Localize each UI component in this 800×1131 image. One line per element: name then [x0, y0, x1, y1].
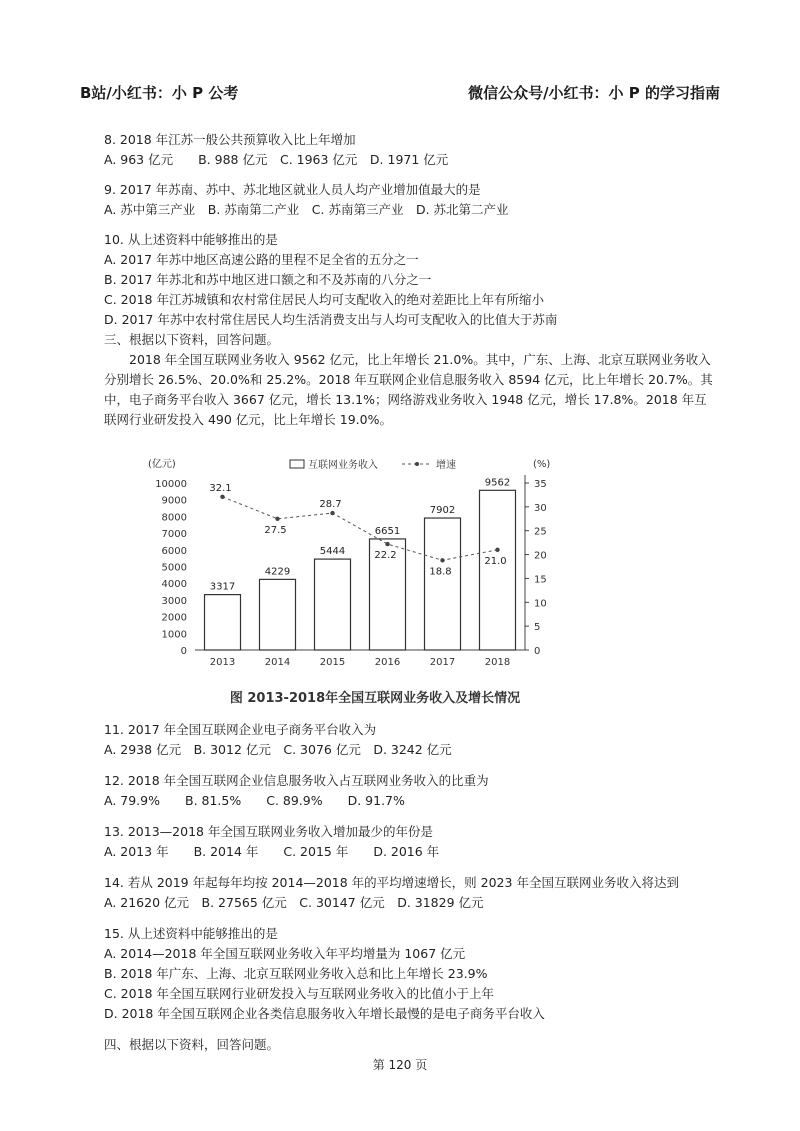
- right-tick-label: 25: [534, 526, 547, 538]
- growth-point-2015: [330, 511, 334, 515]
- right-tick-label: 15: [534, 574, 547, 586]
- question-8: [104, 130, 714, 170]
- bar-2017: [425, 518, 461, 650]
- x-tick-label: 2017: [429, 657, 456, 668]
- question-15: [104, 924, 714, 1024]
- question-11-options: A. 2938 亿元 B. 3012 亿元 C. 3076 亿元 D. 3242 亿元: [104, 742, 452, 757]
- question-13-options: A. 2013 年 B. 2014 年 C. 2015 年 D. 2016 年: [104, 844, 440, 859]
- right-tick-label: 35: [534, 479, 547, 490]
- lower-questions: [104, 720, 714, 1055]
- question-10: [104, 230, 714, 330]
- right-tick-label: 0: [534, 646, 541, 657]
- legend-bar-swatch: [290, 460, 304, 468]
- question-11: [104, 720, 714, 760]
- legend-line-marker: [415, 462, 419, 466]
- question-15-option-b: B. 2018 年广东、上海、北京互联网业务收入总和比上年增长 23.9%: [104, 966, 488, 981]
- growth-label: 18.8: [429, 566, 452, 578]
- right-tick-label: 30: [534, 502, 547, 514]
- legend-line-label: 增速: [436, 460, 456, 471]
- question-15-option-d: D. 2018 年全国互联网企业各类信息服务收入年增长最慢的是电子商务平台收入: [104, 1006, 545, 1021]
- left-tick-label: 6000: [161, 545, 187, 557]
- growth-point-2018: [495, 548, 499, 552]
- right-tick-label: 20: [534, 550, 547, 562]
- question-10-option-b: B. 2017 年苏北和苏中地区进口额之和不及苏南的八分之一: [104, 272, 432, 287]
- question-14-options: A. 21620 亿元 B. 27565 亿元 C. 30147 亿元 D. 31829 亿元: [104, 895, 484, 910]
- bar-2014: [260, 579, 296, 650]
- question-9: [104, 180, 714, 220]
- left-tick-label: 5000: [161, 562, 187, 574]
- left-tick-label: 4000: [161, 579, 187, 591]
- growth-point-2016: [385, 542, 389, 546]
- question-13-stem: 13. 2013—2018 年全国互联网业务收入增加最少的年份是: [104, 824, 433, 839]
- x-tick-label: 2018: [484, 657, 511, 668]
- growth-label: 21.0: [484, 555, 507, 567]
- left-tick-label: 8000: [161, 512, 187, 524]
- section-3-title: 三、根据以下资料，回答问题。: [104, 332, 280, 347]
- header-left: B站/小红书：小 P 公考: [80, 84, 239, 102]
- question-12-options: A. 79.9% B. 81.5% C. 89.9% D. 91.7%: [104, 793, 405, 808]
- right-axis-unit: (%): [533, 459, 551, 470]
- question-10-stem: 10. 从上述资料中能够推出的是: [104, 232, 278, 247]
- right-tick-label: 5: [534, 622, 541, 634]
- bar-2018: [480, 490, 516, 650]
- bar-label: 7902: [429, 505, 456, 517]
- bar-label: 9562: [484, 477, 511, 489]
- legend-bar-label: 互联网业务收入: [308, 460, 378, 471]
- bar-label: 4229: [264, 566, 291, 578]
- right-tick-label: 10: [534, 598, 547, 610]
- question-12: [104, 771, 714, 811]
- x-tick-label: 2016: [374, 657, 401, 668]
- left-tick-label: 10000: [155, 479, 187, 490]
- revenue-chart: [140, 455, 580, 700]
- chart-caption: 图 2013-2018年全国互联网业务收入及增长情况: [229, 691, 521, 706]
- left-tick-label: 9000: [161, 495, 187, 507]
- x-tick-label: 2015: [319, 657, 346, 668]
- question-14-stem: 14. 若从 2019 年起每年均按 2014—2018 年的平均增速增长，则 2023 年全国互联网业务收入将达到: [104, 875, 679, 890]
- question-15-stem: 15. 从上述资料中能够推出的是: [104, 926, 278, 941]
- left-tick-label: 1000: [161, 629, 187, 641]
- left-axis-unit: (亿元): [148, 459, 176, 470]
- left-tick-label: 7000: [161, 529, 187, 541]
- bar-label: 6651: [374, 525, 401, 537]
- section-3-paragraph: 2018 年全国互联网业务收入 9562 亿元，比上年增长 21.0%。其中，广东、上海、北京互联网业务收入分别增长 26.5%、20.0%和 25.2%。2018 年互联网企业信息服务收入 8594 亿元，比上年增长 20.7%。其中，电子商务平台收入 3667 亿元，增长 13.1%；网络游戏业务收入 1948 亿元，增长 17.8%。2018 年互联网行业研发投入 490 亿元，比上年增长 19.0%。: [104, 352, 713, 427]
- question-11-stem: 11. 2017 年全国互联网企业电子商务平台收入为: [104, 722, 377, 737]
- revenue-chart-svg: [140, 455, 580, 700]
- bar-label: 5444: [319, 546, 346, 558]
- growth-label: 27.5: [264, 524, 287, 536]
- x-tick-label: 2014: [264, 657, 291, 668]
- growth-point-2017: [440, 558, 444, 562]
- question-8-stem: 8. 2018 年江苏一般公共预算收入比上年增加: [104, 132, 356, 147]
- question-13: [104, 822, 714, 862]
- x-tick-label: 2013: [209, 657, 236, 668]
- question-10-option-a: A. 2017 年苏中地区高速公路的里程不足全省的五分之一: [104, 252, 419, 267]
- left-tick-label: 0: [180, 646, 187, 657]
- bar-2015: [315, 559, 351, 650]
- bar-label: 3317: [209, 581, 236, 593]
- left-tick-label: 2000: [161, 612, 187, 624]
- header-right: 微信公众号/小红书：小 P 的学习指南: [468, 84, 720, 102]
- question-9-options: A. 苏中第三产业 B. 苏南第二产业 C. 苏南第三产业 D. 苏北第二产业: [104, 202, 509, 217]
- question-12-stem: 12. 2018 年全国互联网企业信息服务收入占互联网业务收入的比重为: [104, 773, 489, 788]
- question-10-option-d: D. 2017 年苏中农村常住居民人均生活消费支出与人均可支配收入的比值大于苏南: [104, 312, 558, 327]
- bar-2013: [205, 595, 241, 650]
- growth-label: 32.1: [209, 482, 232, 494]
- section-4-title: 四、根据以下资料，回答问题。: [104, 1037, 280, 1052]
- growth-label: 28.7: [319, 499, 342, 511]
- page-number: 第 120 页: [372, 1058, 428, 1072]
- question-9-stem: 9. 2017 年苏南、苏中、苏北地区就业人员人均产业增加值最大的是: [104, 182, 481, 197]
- growth-point-2013: [220, 495, 224, 499]
- question-15-option-c: C. 2018 年全国互联网行业研发投入与互联网业务收入的比值小于上年: [104, 986, 494, 1001]
- upper-content: [104, 130, 714, 430]
- question-14: [104, 873, 714, 913]
- growth-point-2014: [275, 517, 279, 521]
- question-15-option-a: A. 2014—2018 年全国互联网业务收入年平均增量为 1067 亿元: [104, 946, 466, 961]
- growth-label: 22.2: [374, 550, 397, 562]
- question-8-options: A. 963 亿元 B. 988 亿元 C. 1963 亿元 D. 1971 亿元: [104, 152, 449, 167]
- left-tick-label: 3000: [161, 595, 187, 607]
- question-10-option-c: C. 2018 年江苏城镇和农村常住居民人均可支配收入的绝对差距比上年有所缩小: [104, 292, 544, 307]
